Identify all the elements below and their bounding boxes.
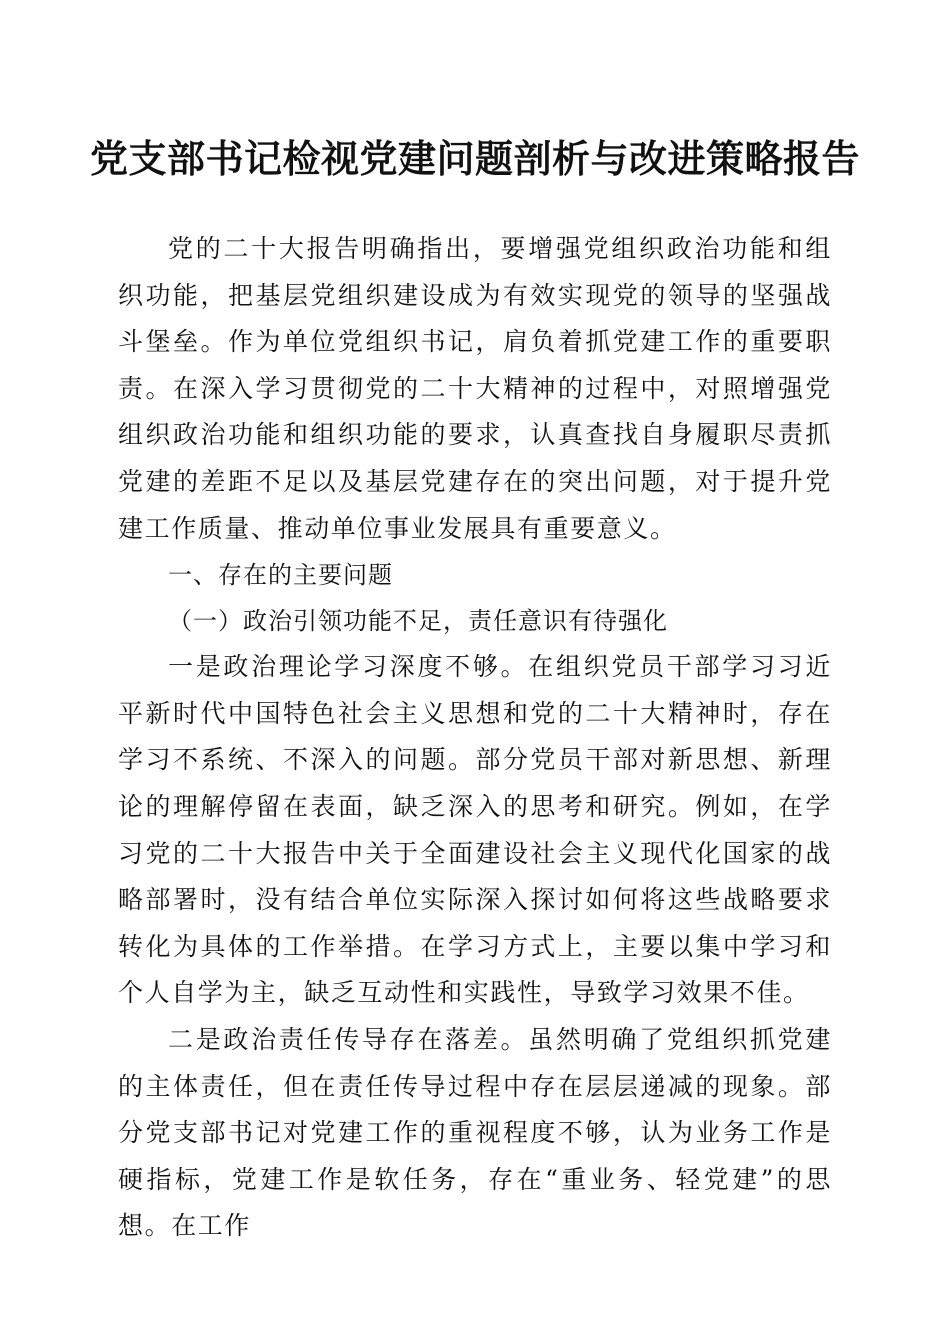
point-1-text: 在组织党员干部学习习近平新时代中国特色社会主义思想和党的二十大精神时，存在学习不系统、不深入的问题。部分党员干部对新思想、新理论的理解停留在表面，缺乏深入的思考和研究。例如，在学习党的二十大报告中关于全面建设社会主义现代化国家的战略部署时，没有结合单位实际深入探讨如何将这些战略要求转化为具体的工作举措。在学习方式上，主要以集中学习和个人自学为主，缺乏互动性和实践性，导致学习效果不佳。 — [118, 652, 832, 1008]
intro-paragraph: 党的二十大报告明确指出，要增强党组织政治功能和组织功能，把基层党组织建设成为有效实现党的领导的坚强战斗堡垒。作为单位党组织书记，肩负着抓党建工作的重要职责。在深入学习贯彻党的二十大精神的过程中，对照增强党组织政治功能和组织功能的要求，认真查找自身履职尽责抓党建的差距不足以及基层党建存在的突出问题，对于提升党建工作质量、推动单位事业发展具有重要意义。 — [118, 234, 832, 543]
point-paragraph-1 — [118, 644, 832, 1017]
subsection-heading-political-leadership: （一）政治引领功能不足，责任意识有待强化 — [168, 607, 668, 636]
document-body — [118, 226, 832, 1250]
point-2-lead: 二是政治责任传导存在落差。 — [168, 1024, 529, 1054]
document-title: 党支部书记检视党建问题剖析与改进策略报告 — [89, 136, 860, 181]
section-heading-problems: 一、存在的主要问题 — [168, 561, 393, 590]
point-2-text: 虽然明确了党组织抓党建的主体责任，但在责任传导过程中存在层层递减的现象。部分党支部书记对党建工作的重视程度不够，认为业务工作是硬指标，党建工作是软任务，存在“重业务、轻党建”的思想。在工作 — [118, 1024, 832, 1241]
point-1-lead: 一是政治理论学习深度不够。 — [168, 652, 529, 682]
point-paragraph-2 — [118, 1017, 832, 1250]
